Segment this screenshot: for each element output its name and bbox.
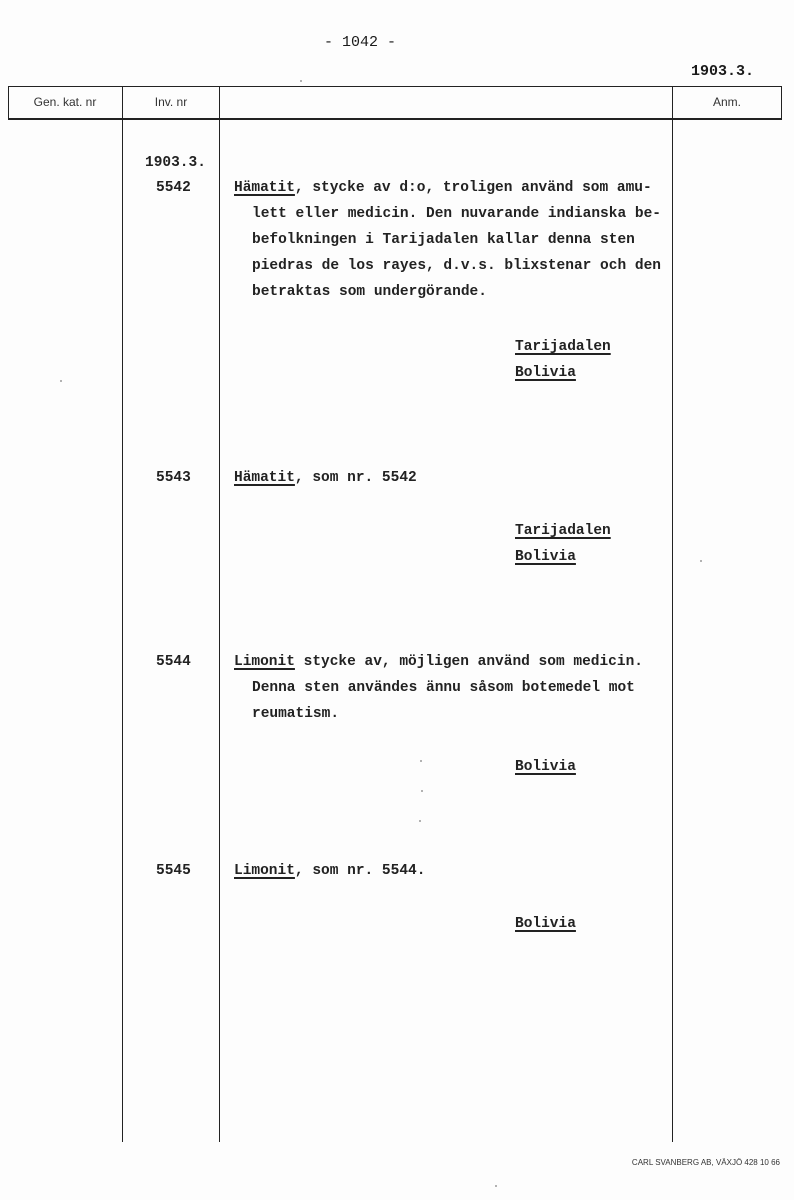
entry-term: Limonit — [234, 863, 295, 879]
scan-speck — [700, 560, 702, 562]
entry-description-5542: Hämatit, stycke av d:o, troligen använd som amu- lett eller medicin. Den nuvarande indianska be- befolkningen i Tarijadalen kallar denna sten piedras de los rayes, d.v.s. blixstenar och den betraktas som undergörande. — [234, 180, 661, 300]
header-top-rule — [8, 86, 782, 87]
scan-speck — [421, 790, 423, 792]
scan-speck — [419, 820, 421, 822]
entry-description-5544: Limonit stycke av, möjligen använd som medicin. Denna sten användes ännu såsom botemedel mot reumatism. — [234, 654, 643, 722]
year-header: 1903.3. — [690, 63, 754, 80]
entry-location-country: Bolivia — [515, 759, 576, 775]
column-header-anm: Anm. — [712, 95, 741, 109]
column-header-inv-nr: Inv. nr — [154, 95, 188, 109]
page-number: - 1042 - — [323, 34, 396, 51]
column-divider-2 — [219, 86, 220, 1142]
inv-number-5542: 5542 — [156, 180, 191, 196]
entry-term: Limonit — [234, 654, 295, 670]
entry-description-5545: Limonit, som nr. 5544. — [234, 863, 426, 879]
inv-number-5545: 5545 — [156, 863, 191, 879]
column-header-gen-kat-nr: Gen. kat. nr — [33, 95, 97, 109]
scan-speck — [420, 760, 422, 762]
inv-number-5543: 5543 — [156, 470, 191, 486]
right-border-rule — [781, 86, 782, 120]
entry-term: Hämatit — [234, 180, 295, 196]
entry-description-5543: Hämatit, som nr. 5542 — [234, 470, 417, 486]
scan-speck — [300, 80, 302, 82]
entry-location-region: Tarijadalen — [515, 339, 611, 355]
entry-location-region: Tarijadalen — [515, 523, 611, 539]
entry-location-country: Bolivia — [515, 916, 576, 932]
entry-location-country: Bolivia — [515, 549, 576, 565]
column-divider-3 — [672, 86, 673, 1142]
scan-speck — [60, 380, 62, 382]
inv-number-5544: 5544 — [156, 654, 191, 670]
entry-group-date: 1903.3. — [145, 155, 206, 171]
scan-speck — [495, 1185, 497, 1187]
entry-location-country: Bolivia — [515, 365, 576, 381]
entry-term: Hämatit — [234, 470, 295, 486]
header-bottom-rule — [8, 118, 782, 120]
footer-imprint: CARL SVANBERG AB, VÄXJÖ 428 10 66 — [631, 1158, 780, 1167]
column-divider-1 — [122, 86, 123, 1142]
